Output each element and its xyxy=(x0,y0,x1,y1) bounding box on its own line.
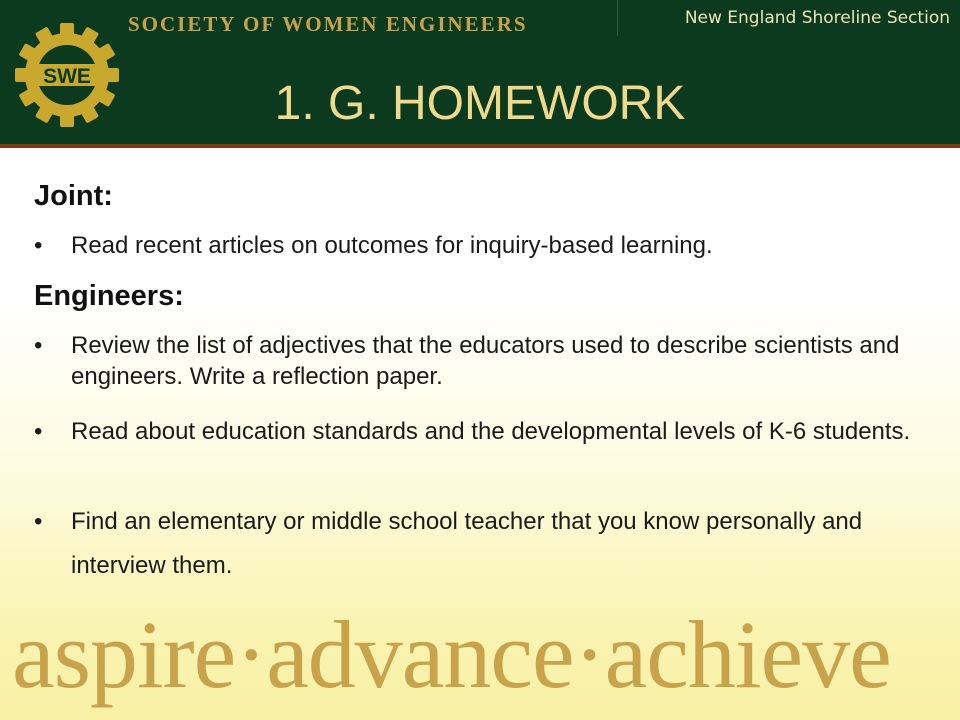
list-item xyxy=(34,500,914,588)
bullet-text: Read recent articles on outcomes for inquiry-based learning. xyxy=(71,232,713,259)
bullet-text: Review the list of adjectives that the educators used to describe scientists and engineers. Write a reflection paper. xyxy=(71,332,900,390)
joint-heading: Joint: xyxy=(34,180,113,212)
bullet-dot-icon: • xyxy=(34,418,43,445)
list-item xyxy=(34,230,914,261)
section-name: New England Shoreline Section xyxy=(684,8,950,28)
section-tab xyxy=(617,0,960,36)
bullet-text: Find an elementary or middle school teacher that you know personally and interview them. xyxy=(71,508,863,579)
list-item xyxy=(34,330,914,392)
tagline: aspire·advance·achieve xyxy=(12,601,891,708)
engineers-heading: Engineers: xyxy=(34,280,184,312)
list-item xyxy=(34,416,914,447)
bullet-dot-icon: • xyxy=(34,232,43,259)
bullet-dot-icon: • xyxy=(34,332,43,359)
bullet-text: Read about education standards and the developmental levels of K-6 students. xyxy=(71,418,911,445)
page-title: 1. G. HOMEWORK xyxy=(274,77,686,130)
header-banner xyxy=(0,0,960,148)
bullet-dot-icon: • xyxy=(34,508,43,535)
logo-text: SWE xyxy=(43,65,91,88)
org-name: SOCIETY OF WOMEN ENGINEERS xyxy=(128,12,528,36)
